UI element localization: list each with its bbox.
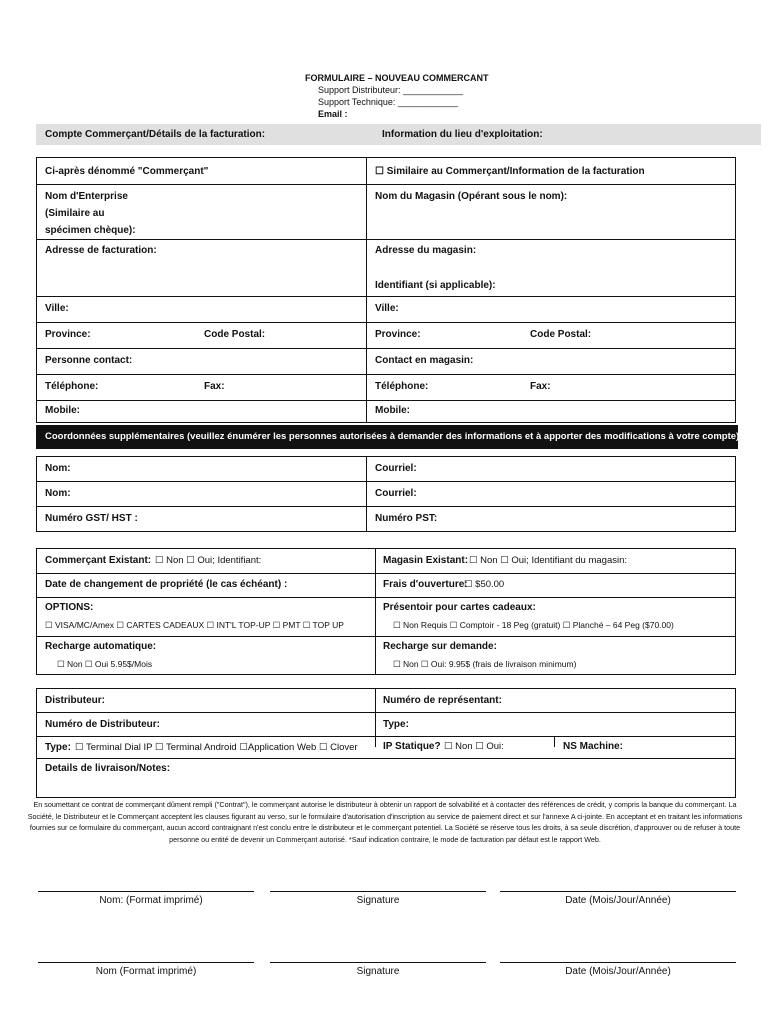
- recharge-auto-checkboxes[interactable]: ☐ Non ☐ Oui 5.95$/Mois: [57, 659, 153, 669]
- gst-label: Numéro GST/ HST :: [45, 513, 138, 524]
- code-postal-left-label: Code Postal:: [204, 329, 266, 340]
- ville-left-label: Ville:: [45, 303, 69, 314]
- signature-line-1[interactable]: [270, 891, 486, 892]
- signature-caption-1: Signature: [356, 895, 400, 906]
- magasin-existant-options[interactable]: ☐ Non ☐ Oui; Identifiant du magasin:: [469, 555, 628, 566]
- personne-contact-label: Personne contact:: [45, 355, 133, 366]
- legal-text: En soumettant ce contrat de commerçant dûment rempli ("Contrat"), le commerçant autorise le distributeur à obtenir un rapport de solvabilité et à contacter des références de crédit, y compris la banque du commerçant. La Société, le Distributeur et le Commerçant acceptent les clauses figurant au verso, sur le formulaire d'autorisation d'inscription au service de paiement direct et sur l'annexe A ci-jointe. En acceptant et en traitant les informations fournies sur ce formulaire du commerçant, aucun accord contraignant n'est conclu entre le distributeur et le commerçant potentiel. La Société se réserve tous les droits, à sa seule discrétion, d'approuver ou de refuser à toute personne ou entité de devenir un Commerçant autorisé. *Sauf indication contraire, le mode de facturation par défaut est le rapport Web.: [27, 800, 743, 844]
- billing-header-bar: [36, 124, 761, 145]
- numero-distributeur-label: Numéro de Distributeur:: [45, 719, 161, 730]
- row-mobile: [37, 401, 735, 423]
- row-similaire: [37, 158, 735, 185]
- ville-right-label: Ville:: [375, 303, 399, 314]
- mobile-right-label: Mobile:: [375, 405, 410, 416]
- nom-1-label: Nom:: [45, 463, 71, 474]
- coordonnees-label: Coordonnées supplémentaires (veuillez énumérer les personnes autorisées à demander des informations et à apporter des modifications à votre compte) :: [45, 431, 746, 442]
- row-taxes: [37, 507, 735, 531]
- options-section: [36, 548, 736, 675]
- distributor-section: [36, 688, 736, 798]
- row-numero-distributeur: [37, 713, 735, 737]
- ip-statique-label: IP Statique?: [383, 741, 441, 752]
- row-nom-1: [37, 457, 735, 482]
- location-header-label: Information du lieu d'exploitation:: [382, 129, 543, 140]
- presentoir-label: Présentoir pour cartes cadeaux:: [383, 602, 536, 613]
- telephone-right-label: Téléphone:: [375, 381, 429, 392]
- fax-left-label: Fax:: [204, 381, 225, 392]
- support-distributeur: Support Distributeur: ____________: [318, 85, 464, 95]
- ip-statique-checkboxes[interactable]: ☐ Non ☐ Oui:: [444, 741, 504, 752]
- nom-2-label: Nom:: [45, 488, 71, 499]
- province-right-label: Province:: [375, 329, 421, 340]
- row-recharge: [37, 637, 735, 674]
- row-nom-2: [37, 482, 735, 507]
- frais-ouverture-label: Frais d'ouverture:: [383, 579, 468, 590]
- options-checkboxes[interactable]: ☐ VISA/MC/Amex ☐ CARTES CADEAUX ☐ INT'L TOP-UP ☐ PMT ☐ TOP UP: [45, 620, 344, 630]
- contacts-section: [36, 456, 736, 532]
- presentoir-checkboxes[interactable]: ☐ Non Requis ☐ Comptoir - 18 Peg (gratuit) ☐ Planché – 64 Peg ($70.00): [393, 620, 674, 630]
- province-left-label: Province:: [45, 329, 91, 340]
- row-date-frais: [37, 574, 735, 598]
- row-ville: [37, 297, 735, 323]
- type-right-label: Type:: [383, 719, 409, 730]
- form-header: [305, 72, 489, 120]
- merchant-info-section: [36, 157, 736, 423]
- coordonnees-bar: [36, 425, 746, 449]
- ns-machine-label: NS Machine:: [563, 741, 624, 752]
- pst-label: Numéro PST:: [375, 513, 438, 524]
- email-label: Email :: [318, 109, 348, 119]
- form-title: FORMULAIRE – NOUVEAU COMMERCANT: [305, 73, 489, 83]
- courriel-1-label: Courriel:: [375, 463, 417, 474]
- row-distributeur: [37, 689, 735, 713]
- nom-magasin-label: Nom du Magasin (Opérant sous le nom):: [375, 191, 568, 202]
- recharge-auto-label: Recharge automatique:: [45, 641, 157, 652]
- code-postal-right-label: Code Postal:: [530, 329, 592, 340]
- recharge-demande-label: Recharge sur demande:: [383, 641, 497, 652]
- support-technique: Support Technique: ____________: [318, 97, 458, 107]
- contact-magasin-label: Contact en magasin:: [375, 355, 474, 366]
- row-contact: [37, 349, 735, 375]
- signature-line-2[interactable]: [270, 962, 486, 963]
- similaire-checkbox[interactable]: ☐ Similaire au Commerçant/Information de la facturation: [375, 166, 645, 177]
- date-caption-2: Date (Mois/Jour/Année): [565, 966, 671, 977]
- row-existant: [37, 549, 735, 574]
- row-telephone: [37, 375, 735, 401]
- date-caption-1: Date (Mois/Jour/Année): [565, 895, 671, 906]
- type-label: Type:: [45, 742, 71, 753]
- options-label: OPTIONS:: [45, 602, 94, 613]
- nom-signature-line-2[interactable]: [38, 962, 254, 963]
- row-adresse: [37, 240, 735, 297]
- recharge-demande-checkboxes[interactable]: ☐ Non ☐ Oui: 9.95$ (frais de livraison minimum): [393, 659, 577, 669]
- billing-header-label: Compte Commerçant/Détails de la facturation:: [45, 129, 266, 140]
- commercant-existant-label: Commerçant Existant:: [45, 555, 152, 566]
- adresse-facturation-label: Adresse de facturation:: [45, 245, 157, 256]
- distributeur-label: Distributeur:: [45, 695, 105, 706]
- nom-signature-line-1[interactable]: [38, 891, 254, 892]
- row-nom-entreprise: [37, 185, 735, 240]
- numero-representant-label: Numéro de représentant:: [383, 695, 502, 706]
- similaire-au-label: (Similaire au: [45, 208, 105, 219]
- nom-entreprise-label: Nom d'Enterprise: [45, 191, 128, 202]
- fax-right-label: Fax:: [530, 381, 551, 392]
- date-signature-line-2[interactable]: [500, 962, 736, 963]
- nom-format-imprime-2: Nom (Format imprimé): [95, 966, 197, 977]
- specimen-label: spécimen chèque):: [45, 225, 136, 236]
- details-livraison-label: Details de livraison/Notes:: [45, 763, 171, 774]
- adresse-magasin-label: Adresse du magasin:: [375, 245, 477, 256]
- nom-format-imprime-1: Nom: (Format imprimé): [99, 895, 203, 906]
- row-details: [37, 759, 735, 797]
- courriel-2-label: Courriel:: [375, 488, 417, 499]
- row-options: [37, 598, 735, 637]
- identifiant-label: Identifiant (si applicable):: [375, 280, 496, 291]
- frais-ouverture-checkbox[interactable]: ☐ $50.00: [464, 579, 505, 590]
- telephone-left-label: Téléphone:: [45, 381, 99, 392]
- date-changement-label: Date de changement de propriété (le cas échéant) :: [45, 579, 288, 590]
- magasin-existant-label: Magasin Existant:: [383, 555, 469, 566]
- row-province: [37, 323, 735, 349]
- mobile-left-label: Mobile:: [45, 405, 80, 416]
- date-signature-line-1[interactable]: [500, 891, 736, 892]
- ci-apres-label: Ci-après dénommé "Commerçant": [45, 166, 209, 177]
- row-type: [37, 737, 735, 759]
- type-checkboxes[interactable]: ☐ Terminal Dial IP ☐ Terminal Android ☐Application Web ☐ Clover: [75, 742, 358, 753]
- commercant-existant-options[interactable]: ☐ Non ☐ Oui; Identifiant:: [155, 555, 262, 566]
- signature-caption-2: Signature: [356, 966, 400, 977]
